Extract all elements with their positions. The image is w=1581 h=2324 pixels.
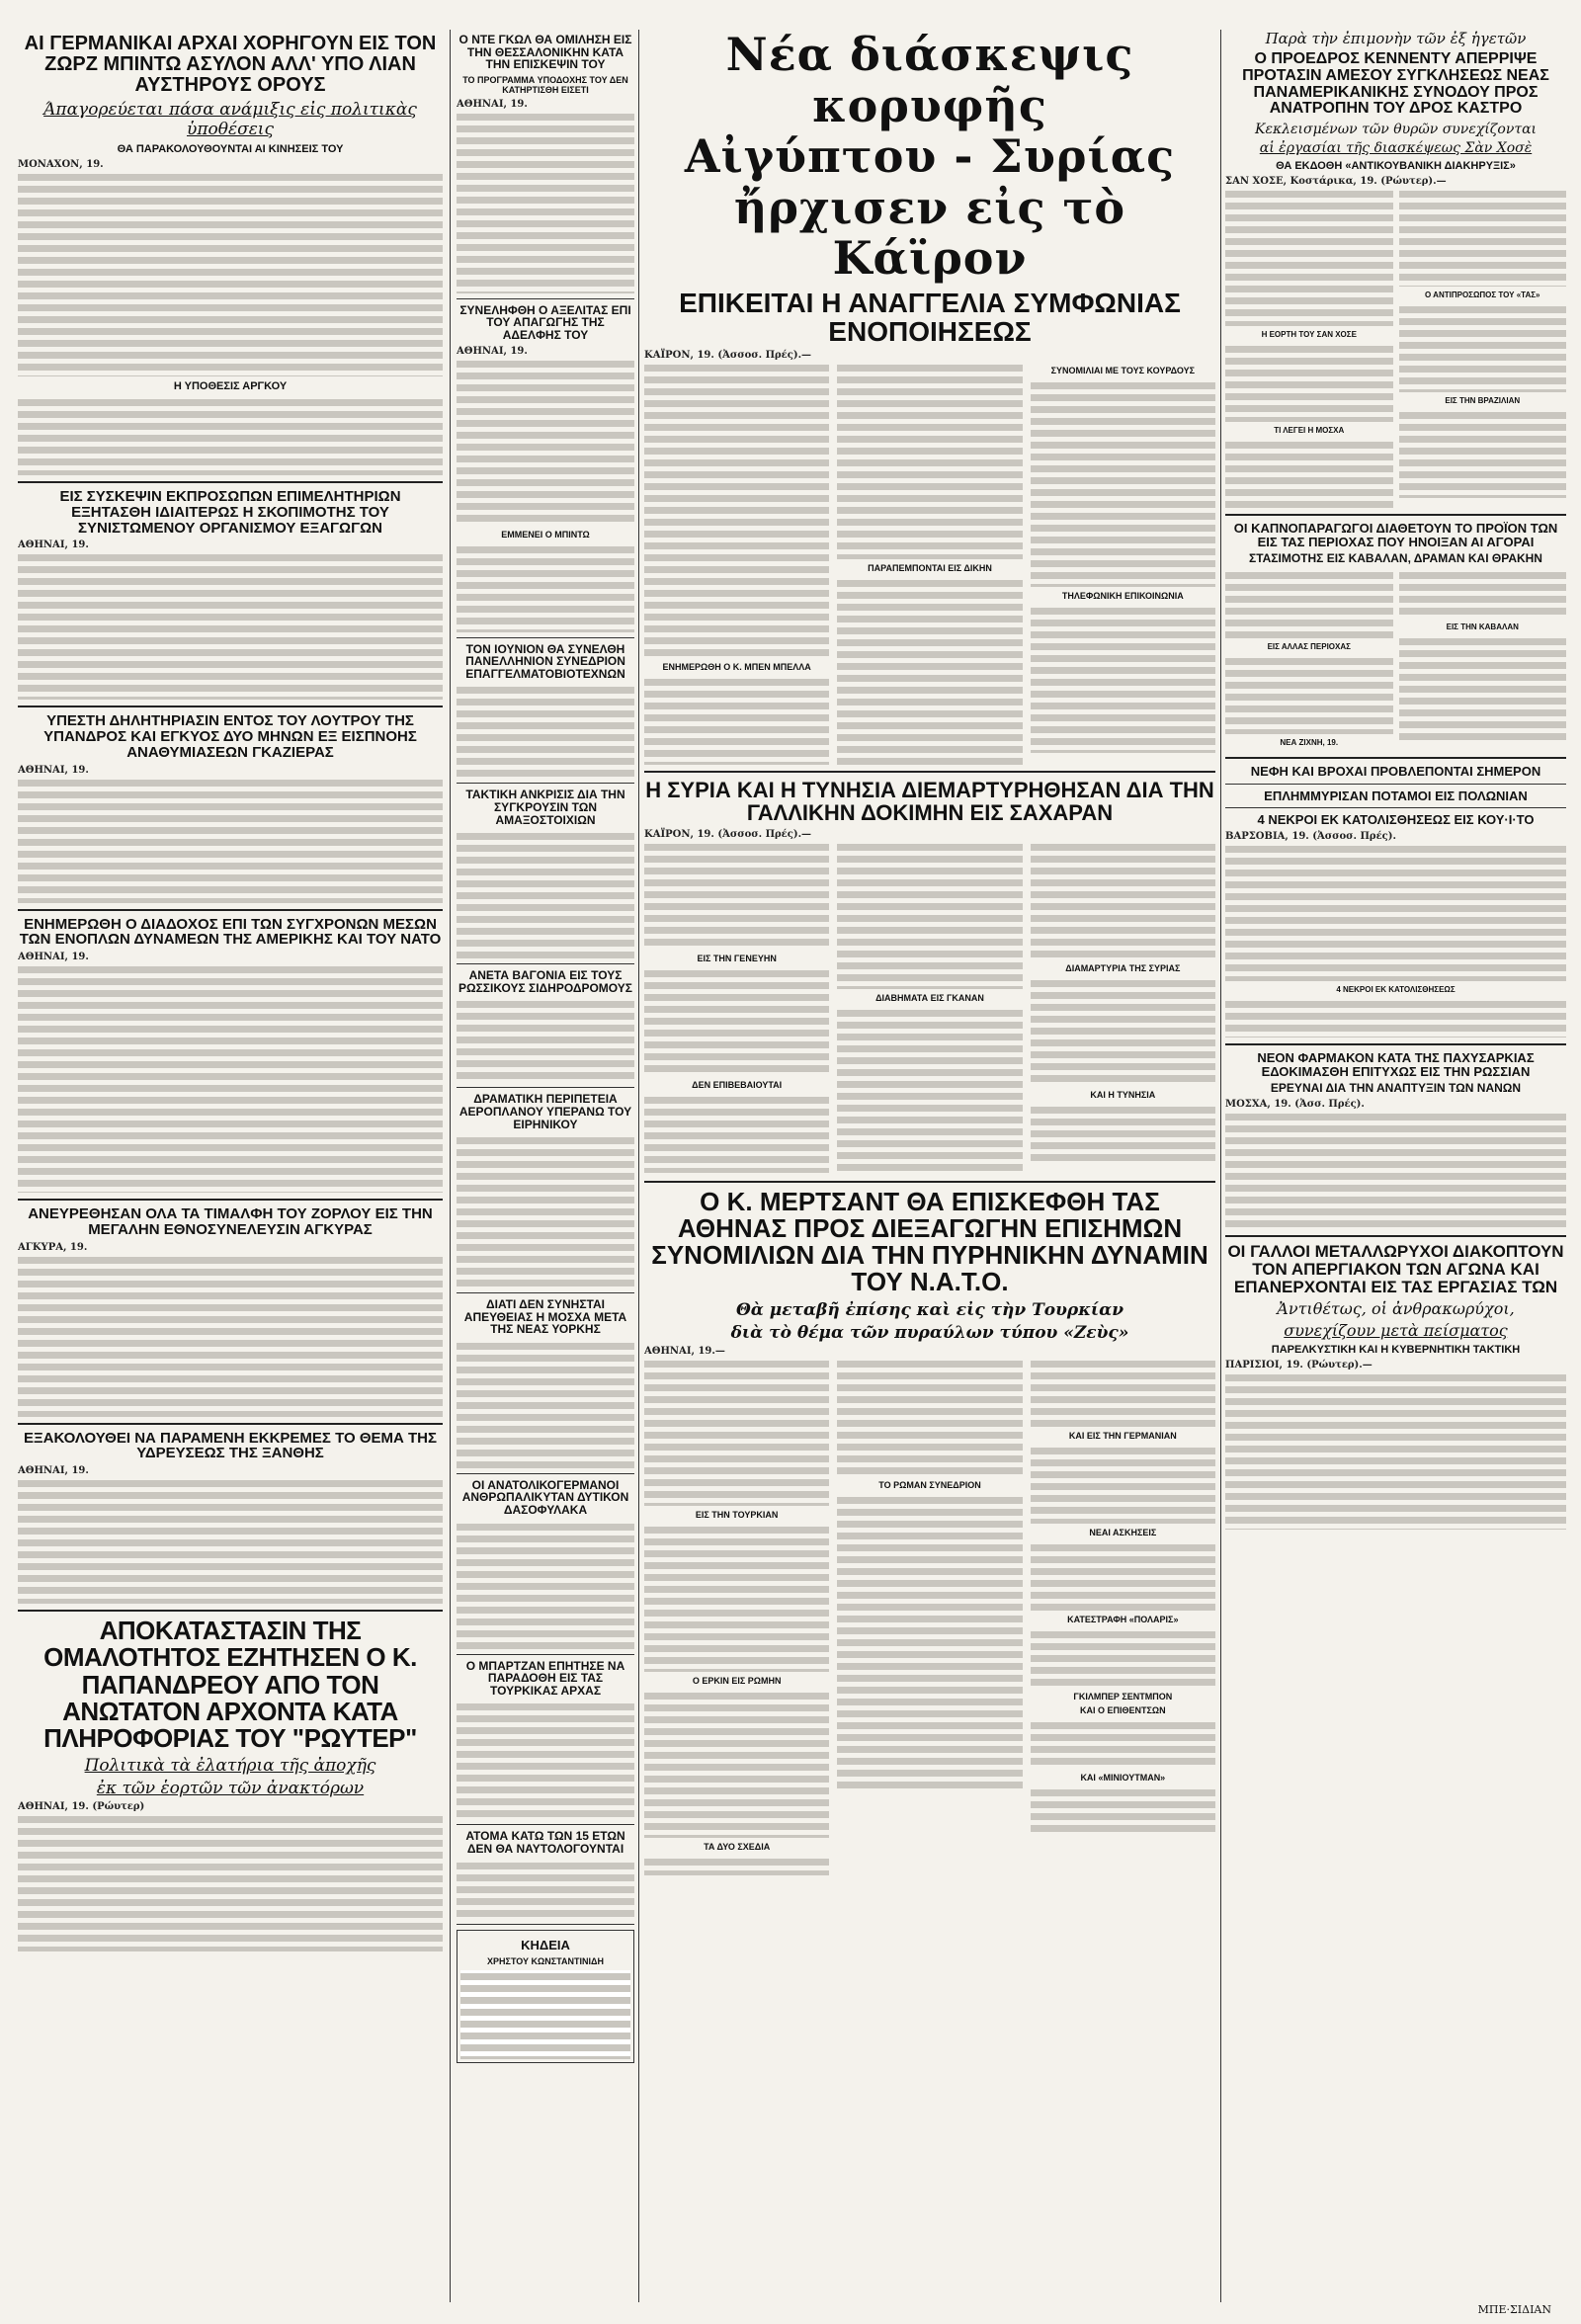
article-body [644,829,1215,841]
kicker: ΘΑ ΕΚΔΟΘΗ «ΑΝΤΙΚΟΥΒΑΝΙΚΗ ΔΙΑΚΗΡΥΞΙΣ» [1276,160,1516,173]
body-filler [1031,1358,1215,1427]
divider [18,1199,443,1201]
body-filler [457,1134,634,1287]
body-filler [1399,569,1567,619]
body-filler [457,358,634,526]
dateline: ΑΘΗΝΑΙ, 19. [457,98,528,110]
headline: ΔΡΑΜΑΤΙΚΗ ΠΕΡΙΠΕΤΕΙΑ ΑΕΡΟΠΛΑΝΟΥ ΥΠΕΡΑΝΩ ΤΟΥ ΕΙΡΗΝΙΚΟΥ [458,1092,632,1131]
overline: Παρὰ τὴν ἐπιμονὴν τῶν ἐξ ἡγετῶν [1265,30,1527,47]
body-filler [644,1690,829,1838]
dateline: ΒΑΡΣΟΒΙΑ, 19. (Ἀσσοσ. Πρές). [1225,830,1396,842]
printer-signature: ΜΠΕ·ΣΙΔΙΑΝ [1477,2303,1551,2316]
sahara-col [1031,841,1215,1175]
headline: ΔΙΑΤΙ ΔΕΝ ΣΥΝΗΣΤΑΙ ΑΠΕΥΘΕΙΑΣ Η ΜΟΣΧΑ ΜΕΤΑ ΤΗΣ ΝΕΑΣ ΥΟΡΚΗΣ [463,1297,627,1337]
kicker: 4 ΝΕΚΡΟΙ ΕΚ ΚΑΤΟΛΙΣΘΗΣΕΩΣ [1336,984,1456,994]
divider [457,783,634,784]
body-filler [1399,409,1567,498]
article-merchant [644,1186,1215,1875]
headline: ΟΙ ΓΑΛΛΟΙ ΜΕΤΑΛΛΩΡΥΧΟΙ ΔΙΑΚΟΠΤΟΥΝ ΤΟΝ ΑΠΕΡΓΙΑΚΟΝ ΤΩΝ ΑΓΩΝΑ ΚΑΙ ΕΠΑΝΕΡΧΟΝΤΑΙ ΕΙΣ ΤΑΣ ΕΡΓΑΣΙΑΣ ΤΩΝ [1227,1241,1564,1296]
headline: ΕΠΙΚΕΙΤΑΙ Η ΑΝΑΓΓΕΛΙΑ ΣΥΜΦΩΝΙΑΣ ΕΝΟΠΟΙΗΣΕΩΣ [679,287,1181,347]
article-body [18,1801,443,1951]
kicker: ΤΙ ΛΕΓΕΙ Η ΜΟΣΧΑ [1274,426,1345,436]
body-filler [18,1254,443,1417]
divider [457,1824,634,1825]
article-body [18,159,443,376]
body-filler [837,362,1022,559]
body-filler [837,841,1022,989]
lead-col [644,362,829,765]
dateline: ΑΘΗΝΑΙ, 19.— [644,1345,725,1357]
body-filler [1225,843,1566,981]
divider [457,1654,634,1655]
divider [644,1181,1215,1183]
article-tobacco [1225,522,1566,751]
body-filler [1031,379,1215,587]
divider [18,909,443,911]
subheadline: ΕΡΕΥΝΑΙ ΔΙΑ ΤΗΝ ΑΝΑΠΤΥΞΙΝ ΤΩΝ ΝΑΝΩΝ [1270,1081,1522,1096]
kicker: ΘΑ ΠΑΡΑΚΟΛΟΥΘΟΥΝΤΑΙ ΑΙ ΚΙΝΗΣΕΙΣ ΤΟΥ [117,143,344,155]
article-chambers [18,489,443,700]
kicker: ΣΥΝΟΜΙΛΙΑΙ ΜΕ ΤΟΥΣ ΚΟΥΡΔΟΥΣ [1050,366,1196,376]
divider [457,1292,634,1293]
lead-columns [644,362,1215,765]
article-body [18,952,443,1193]
tobacco-col [1399,569,1567,751]
body-filler [1031,977,1215,1086]
kicker: ΠΑΡΑΠΕΜΠΟΝΤΑΙ ΕΙΣ ΔΙΚΗΝ [868,563,992,574]
divider [1225,807,1566,808]
body-filler [18,551,443,700]
dateline: ΑΘΗΝΑΙ, 19. [18,952,89,962]
column-4 [1225,30,1566,1530]
divider [18,1423,443,1425]
dateline: ΣΑΝ ΧΟΣΕ, Κοστάρικα, 19. (Ρώυτερ).— [1225,176,1447,188]
divider [1225,784,1566,785]
dateline: ΚΑΪΡΟΝ, 19. (Ἀσσοσ. Πρές).— [644,828,812,840]
divider [1225,757,1566,759]
headline: Ο ΜΠΑΡΤΖΑΝ ΕΠΗΤΗΣΕ ΝΑ ΠΑΡΑΔΟΘΗ ΕΙΣ ΤΑΣ ΤΟΥΡΚΙΚΑΣ ΑΡΧΑΣ [465,1658,625,1698]
body-filler [1399,635,1567,744]
obituary-box [457,1930,634,2063]
headline: ΣΥΝΕΛΗΦΘΗ Ο ΑΞΕΛΙΤΑΣ ΕΠΙ ΤΟΥ ΑΠΑΓΩΓΗΣ ΤΗΣ ΑΔΕΛΦΗΣ ΤΟΥ [459,302,631,342]
kicker: ΕΙΣ ΤΗΝ ΓΕΝΕΥΗΝ [697,953,777,963]
article-body [1225,1099,1566,1111]
kicker: ΕΙΣ ΤΗΝ ΚΑΒΑΛΑΝ [1446,622,1519,632]
body-filler [1225,569,1393,638]
body-filler [837,577,1022,765]
body-filler [460,1970,630,2059]
body-filler [457,1860,634,1919]
sahara-columns [644,841,1215,1175]
headline: ΕΞΑΚΟΛΟΥΘΕΙ ΝΑ ΠΑΡΑΜΕΝΗ ΕΚΚΡΕΜΕΣ ΤΟ ΘΕΜΑ ΤΗΣ ΥΔΡΕΥΣΕΩΣ ΤΗΣ ΞΑΝΘΗΣ [24,1429,437,1462]
banner-title: Αἰγύπτου - Συρίας [684,129,1176,184]
article-sahara [644,779,1215,1174]
article-body [18,1242,443,1417]
body-filler [644,1358,829,1506]
kicker: ΕΙΣ ΤΗΝ ΤΟΥΡΚΙΑΝ [695,1509,779,1520]
subheadline: Ἀντιθέτως, οἱ ἀνθρακωρύχοι, [1277,1299,1515,1319]
kicker: ΕΝΗΜΕΡΩΘΗ Ο Κ. ΜΠΕΝ ΜΠΕΛΛΑ [662,662,811,673]
lead-col [837,362,1022,765]
column-3 [644,30,1215,1875]
subheadline: συνεχίζουν μετὰ πείσματος [1284,1321,1508,1341]
divider [1225,1235,1566,1237]
lead-article-summit [644,30,1215,765]
body-filler [18,171,443,376]
merchant-col [644,1358,829,1875]
article-zorlu [18,1206,443,1417]
body-filler [1225,343,1393,422]
divider [457,298,634,299]
subheadline: ΣΤΑΣΙΜΟΤΗΣ ΕΙΣ ΚΑΒΑΛΑΝ, ΔΡΑΜΑΝ ΚΑΙ ΘΡΑΚΗΝ [1249,551,1542,566]
body-filler [18,963,443,1193]
headline: ΝΕΦΗ ΚΑΙ ΒΡΟΧΑΙ ΠΡΟΒΛΕΠΟΝΤΑΙ ΣΗΜΕΡΟΝ [1250,764,1541,780]
kicker: ΚΑΤΕΣΤΡΑΦΗ «ΠΟΛΑΡΙΣ» [1067,1614,1179,1624]
dateline: ΜΟΝΑΧΟΝ, 19. [18,159,104,170]
body-filler [18,1813,443,1951]
kicker: ΚΑΙ «ΜΙΝΙΟΥΤΜΑΝ» [1080,1772,1166,1783]
kicker: ΚΑΙ Ο ΕΠΙΘΕΝΤΣΩΝ [1080,1704,1166,1715]
kicker: ΤΗΛΕΦΩΝΙΚΗ ΕΠΙΚΟΙΝΩΝΙΑ [1061,591,1184,602]
dateline: ΑΘΗΝΑΙ, 19. [18,764,89,776]
divider [1225,1043,1566,1045]
dateline: ΠΑΡΙΣΙΟΙ, 19. (Ρώυτερ).— [1225,1360,1373,1371]
headline: Ο Κ. ΜΕΡΤΣΑΝΤ ΘΑ ΕΠΙΣΚΕΦΘΗ ΤΑΣ ΑΘΗΝΑΣ ΠΡΟΣ ΔΙΕΞΑΓΩΓΗΝ ΕΠΙΣΗΜΩΝ ΣΥΝΟΜΙΛΙΩΝ ΔΙΑ ΤΗΝ ΠΥΡΗΝΙΚΗΝ ΔΥΝΑΜΙΝ ΤΟΥ Ν.Α.Τ.Ο. [651,1186,1208,1297]
kicker: ΤΟ ΠΡΟΓΡΑΜΜΑ ΥΠΟΔΟΧΗΣ ΤΟΥ ΔΕΝ ΚΑΤΗΡΤΙΣΘΗ ΕΙΣΕΤΙ [462,74,628,95]
body-filler [457,1340,634,1468]
kicker: ΕΙΣ ΑΛΛΑΣ ΠΕΡΙΟΧΑΣ [1267,642,1351,652]
article-kennedy [1225,30,1566,508]
body-filler [1031,1104,1215,1163]
body-filler [1225,1371,1566,1530]
column-rule [638,30,639,2302]
body-filler [1031,1541,1215,1611]
subheadline: Άπαγορεύεται πάσα ανάμιξις εἰς πολιτικὰς ὑποθέσεις [43,100,417,139]
headline: 4 ΝΕΚΡΟΙ ΕΚ ΚΑΤΟΛΙΣΘΗΣΕΩΣ ΕΙΣ ΚΟΥ·Ι·ΤΟ [1257,812,1535,828]
body-filler [457,998,634,1082]
article-body [18,1465,443,1604]
article-body [1225,1360,1566,1371]
column-2 [457,30,634,2063]
article-poisoning [18,713,443,902]
subheadline: Θὰ μεταβῆ ἐπίσης καὶ εἰς τὴν Τουρκίαν [735,1299,1124,1320]
divider [644,771,1215,773]
headline: ΕΝΗΜΕΡΩΘΗ Ο ΔΙΑΔΟΧΟΣ ΕΠΙ ΤΩΝ ΣΥΓΧΡΟΝΩΝ ΜΕΣΩΝ ΤΩΝ ΕΝΟΠΛΩΝ ΔΥΝΑΜΕΩΝ ΤΗΣ ΑΜΕΡΙΚΗΣ ΚΑΙ ΤΟΥ ΝΑΤΟ [19,915,442,949]
column-1 [18,30,443,1951]
body-filler [1031,1628,1215,1688]
body-filler [18,1477,443,1604]
dateline: ΑΘΗΝΑΙ, 19. [18,1465,89,1476]
headline: Ο ΠΡΟΕΔΡΟΣ ΚΕΝΝΕΝΤΥ ΑΠΕΡΡΙΨΕ ΠΡΟΤΑΣΙΝ ΑΜΕΣΟΥ ΣΥΓΚΛΗΣΕΩΣ ΝΕΑΣ ΠΑΝΑΜΕΡΙΚΑΝΙΚΗΣ ΣΥΝΟΔΟΥ ΠΡΟΣ ΑΝΑΤΡΟΠΗΝ ΤΟΥ ΔΡΟΣ ΚΑΣΤΡΟ [1242,50,1549,118]
body-filler [1399,188,1567,287]
article-xanthi [18,1431,443,1605]
tobacco-columns [1225,569,1566,751]
kicker: ΚΗΔΕΙΑ [521,1937,570,1952]
subheadline: ἐκ τῶν ἑορτῶν τῶν ἀνακτόρων [96,1779,365,1799]
dateline: ΑΓΚΥΡΑ, 19. [18,1241,88,1253]
kicker: Ο ΕΡΚΙΝ ΕΙΣ ΡΩΜΗΝ [692,1675,782,1686]
lead-col [1031,362,1215,765]
headline: ΕΙΣ ΣΥΣΚΕΨΙΝ ΕΚΠΡΟΣΩΠΩΝ ΕΠΙΜΕΛΗΤΗΡΙΩΝ ΕΞΗΤΑΣΘΗ ΙΔΙΑΙΤΕΡΩΣ Η ΣΚΟΠΙΜΟΤΗΣ ΤΟΥ ΣΥΝΙΣΤΩΜΕΝΟΥ ΟΡΓΑΝΙΣΜΟΥ ΕΞΑΓΩΓΩΝ [59,488,401,537]
body-filler [457,1701,634,1819]
headline: ΑΝΕΥΡΕΘΗΣΑΝ ΟΛΑ ΤΑ ΤΙΜΑΛΦΗ ΤΟΥ ΖΟΡΛΟΥ ΕΙΣ ΤΗΝ ΜΕΓΑΛΗΝ ΕΘΝΟΣΥΝΕΛΕΥΣΙΝ ΑΓΚΥΡΑΣ [28,1205,433,1238]
headline: ΕΠΛΗΜΜΥΡΙΣΑΝ ΠΟΤΑΜΟΙ ΕΙΣ ΠΟΛΩΝΙΑΝ [1264,788,1528,803]
subheadline: Κεκλεισμένων τῶν θυρῶν συνεχίζονται [1254,122,1538,138]
body-filler [1225,188,1393,326]
subheadline: Πολιτικὰ τὰ ἐλατήρια τῆς ἀποχῆς [84,1756,376,1777]
divider [457,963,634,964]
sahara-col [837,841,1022,1175]
subheadline: αἱ ἐργασίαι τῆς διασκέψεως Σὰν Χοσὲ [1259,140,1533,157]
kicker: ΝΕΑΙ ΑΣΚΗΣΕΙΣ [1089,1527,1157,1537]
body-filler [1225,655,1393,734]
obituary-name: ΧΡΗΣΤΟΥ ΚΩΝΣΤΑΝΤΙΝΙΔΗ [487,1955,604,1966]
kicker: ΔΙΑΜΑΡΤΥΡΙΑ ΤΗΣ ΣΥΡΙΑΣ [1065,962,1181,973]
headline: Η ΣΥΡΙΑ ΚΑΙ Η ΤΥΝΗΣΙΑ ΔΙΕΜΑΡΤΥΡΗΘΗΣΑΝ ΔΙΑ ΤΗΝ ΓΑΛΛΙΚΗΝ ΔΟΚΙΜΗΝ ΕΙΣ ΣΑΧΑΡΑΝ [645,778,1214,826]
headline: ΟΙ ΑΝΑΤΟΛΙΚΟΓΕΡΜΑΝΟΙ ΑΝΘΡΩΠΑΛΙΚΥΤΑΝ ΔΥΤΙΚΟΝ ΔΑΣΟΦΥΛΑΚΑ [461,1477,629,1518]
body-filler [644,967,829,1076]
merchant-col [837,1358,1022,1875]
body-filler [1031,1719,1215,1769]
divider [457,1087,634,1088]
kicker: ΕΙΣ ΤΗΝ ΒΡΑΖΙΛΙΑΝ [1445,396,1521,406]
kicker: ΝΕΑ ΖΙΧΝΗ, 19. [1280,738,1339,748]
article-papandreou [18,1618,443,1951]
body-filler [1225,1111,1566,1229]
body-filler [644,1856,829,1875]
article-body [644,1346,1215,1358]
article-body [644,350,1215,362]
kennedy-col [1225,188,1393,508]
body-filler [1031,841,1215,959]
headline: ΑΠΟΚΑΤΑΣΤΑΣΙΝ ΤΗΣ ΟΜΑΛΟΤΗΤΟΣ ΕΖΗΤΗΣΕΝ Ο Κ. ΠΑΠΑΝΔΡΕΟΥ ΑΠΟ ΤΟΝ ΑΝΩΤΑΤΟΝ ΑΡΧΟΝΤΑ ΚΑΤΑ ΠΛΗΡΟΦΟΡΙΑΣ ΤΟΥ "ΡΩΥΤΕΡ" [43,1616,417,1754]
kennedy-col [1399,188,1567,508]
banner-title: Νέα διάσκεψις κορυφῆς [725,30,1134,132]
subheadline: διὰ τὸ θέμα τῶν πυραύλων τύπου «Ζεὺς» [730,1322,1129,1343]
headline: ΝΕΟΝ ΦΑΡΜΑΚΟΝ ΚΑΤΑ ΤΗΣ ΠΑΧΥΣΑΡΚΙΑΣ ΕΔΟΚΙΜΑΣΘΗ ΕΠΙΤΥΧΩΣ ΕΙΣ ΤΗΝ ΡΩΣΣΙΑΝ [1257,1049,1535,1079]
headline: ΟΙ ΚΑΠΝΟΠΑΡΑΓΩΓΟΙ ΔΙΑΘΕΤΟΥΝ ΤΟ ΠΡΟΪΟΝ ΤΩΝ ΕΙΣ ΤΑΣ ΠΕΡΙΟΧΑΣ ΠΟΥ ΗΝΟΙΞΑΝ ΑΙ ΑΓΟΡΑΙ [1233,521,1558,549]
kicker: Η ΥΠΟΘΕΣΙΣ ΑΡΓΚΟΥ [173,380,288,392]
kicker: ΔΙΑΒΗΜΑΤΑ ΕΙΣ ΓΚΑΝΑΝ [875,992,984,1003]
kicker: ΤΑ ΔΥΟ ΣΧΕΔΙΑ [704,1841,771,1852]
body-filler [1225,998,1566,1038]
body-filler [18,777,443,903]
column-rule [1220,30,1221,2302]
article-body [1225,831,1566,843]
body-filler [1031,1445,1215,1524]
sahara-col [644,841,829,1175]
body-filler [457,830,634,958]
kicker: ΕΜΜΕΝΕΙ Ο ΜΠΙΝΤΩ [501,529,590,540]
dateline: ΑΘΗΝΑΙ, 19. [457,345,528,357]
body-filler [1225,439,1393,508]
body-filler [644,362,829,658]
banner-title: ἤρχισεν εἰς τὸ Κάϊρον [733,180,1126,286]
kicker: ΔΕΝ ΕΠΙΒΕΒΑΙΟΥΤΑΙ [692,1079,783,1090]
kicker: ΚΑΙ ΕΙΣ ΤΗΝ ΓΕΡΜΑΝΙΑΝ [1068,1430,1177,1441]
dateline: ΚΑΪΡΟΝ, 19. (Ἀσσοσ. Πρές).— [644,350,812,362]
body-filler [1031,605,1215,753]
dateline: ΑΘΗΝΑΙ, 19. [18,540,89,551]
body-filler [1399,303,1567,392]
article-body [457,99,634,293]
article-body [457,346,634,526]
kennedy-columns [1225,188,1566,508]
headline: ΤΟΝ ΙΟΥΝΙΟΝ ΘΑ ΣΥΝΕΛΘΗ ΠΑΝΕΛΛΗΝΙΟΝ ΣΥΝΕΔΡΙΟΝ ΕΠΑΓΓΕΛΜΑΤΟΒΙΟΤΕΧΝΩΝ [465,641,625,681]
article-body [18,540,443,700]
divider [1225,514,1566,516]
headline: ΑΙ ΓΕΡΜΑΝΙΚΑΙ ΑΡΧΑΙ ΧΟΡΗΓΟΥΝ ΕΙΣ ΤΟΝ ΖΩΡΖ ΜΠΙΝΤΩ ΑΣΥΛΟΝ ΑΛΛ' ΥΠΟ ΛΙΑΝ ΑΥΣΤΗΡΟΥΣ ΟΡΟΥΣ [24,33,437,96]
article-body [18,765,443,903]
kicker: Ο ΑΝΤΙΠΡΟΣΩΠΟΣ ΤΟΥ «ΤΑΣ» [1425,290,1540,300]
body-filler [1031,1786,1215,1836]
dateline: ΜΟΣΧΑ, 19. (Ἀσσ. Πρές). [1225,1098,1365,1110]
divider [18,481,443,483]
body-filler [644,1094,829,1173]
body-filler [837,1358,1022,1476]
body-filler [644,841,829,950]
column-rule [450,30,451,2302]
body-filler [18,396,443,475]
tobacco-col [1225,569,1393,751]
headline: ΑΤΟΜΑ ΚΑΤΩ ΤΩΝ 15 ΕΤΩΝ ΔΕΝ ΘΑ ΝΑΥΤΟΛΟΓΟΥΝΤΑΙ [465,1829,625,1857]
headline: ΤΑΚΤΙΚΗ ΑΝΚΡΙΣΙΣ ΔΙΑ ΤΗΝ ΣΥΓΚΡΟΥΣΙΝ ΤΩΝ ΑΜΑΞΟΣΤΟΙΧΙΩΝ [465,788,625,827]
body-filler [837,1494,1022,1790]
headline: ΥΠΕΣΤΗ ΔΗΛΗΤΗΡΙΑΣΙΝ ΕΝΤΟΣ ΤΟΥ ΛΟΥΤΡΟΥ ΤΗΣ ΥΠΑΝΔΡΟΣ ΚΑΙ ΕΓΚΥΟΣ ΔΥΟ ΜΗΝΩΝ ΕΞ ΕΙΣΠΝΟΗΣ ΑΝΑΘΥΜΙΑΣΕΩΝ ΓΚΑΖΙΕΡΑΣ [43,712,417,761]
body-filler [837,1007,1022,1175]
body-filler [457,111,634,293]
divider [457,1473,634,1474]
body-filler [457,1521,634,1649]
kicker: ΚΑΙ Η ΤΥΝΗΣΙΑ [1090,1089,1156,1100]
dateline: ΑΘΗΝΑΙ, 19. (Ρώυτερ) [18,1801,145,1813]
kicker: Η ΕΟΡΤΗ ΤΟΥ ΣΑΝ ΧΟΣΕ [1261,330,1357,340]
kicker: ΓΚΙΛΜΠΕΡ ΣΕΝΤΜΠΟΝ [1073,1691,1173,1702]
divider [457,637,634,638]
body-filler [457,684,634,778]
merchant-columns [644,1358,1215,1875]
body-filler [644,1524,829,1672]
article-german-asylum [18,34,443,475]
article-body [1225,176,1566,188]
divider [457,1924,634,1925]
body-filler [644,676,829,765]
merchant-col [1031,1358,1215,1875]
headline: Ο ΝΤΕ ΓΚΩΛ ΘΑ ΟΜΙΛΗΣΗ ΕΙΣ ΤΗΝ ΘΕΣΣΑΛΟΝΙΚΗΝ ΚΑΤΑ ΤΗΝ ΕΠΙΣΚΕΨΙΝ ΤΟΥ [458,33,632,72]
divider [18,706,443,707]
kicker: ΤΟ ΡΩΜΑΝ ΣΥΝΕΔΡΙΟΝ [878,1479,981,1490]
article-crown-prince [18,917,443,1194]
headline: ΑΝΕΤΑ ΒΑΓΟΝΙΑ ΕΙΣ ΤΟΥΣ ΡΩΣΣΙΚΟΥΣ ΣΙΔΗΡΟΔΡΟΜΟΥΣ [458,968,633,995]
body-filler [457,543,634,632]
kicker: ΠΑΡΕΛΚΥΣΤΙΚΗ ΚΑΙ Η ΚΥΒΕΡΝΗΤΙΚΗ ΤΑΚΤΙΚΗ [1271,1344,1521,1357]
divider [18,1610,443,1612]
